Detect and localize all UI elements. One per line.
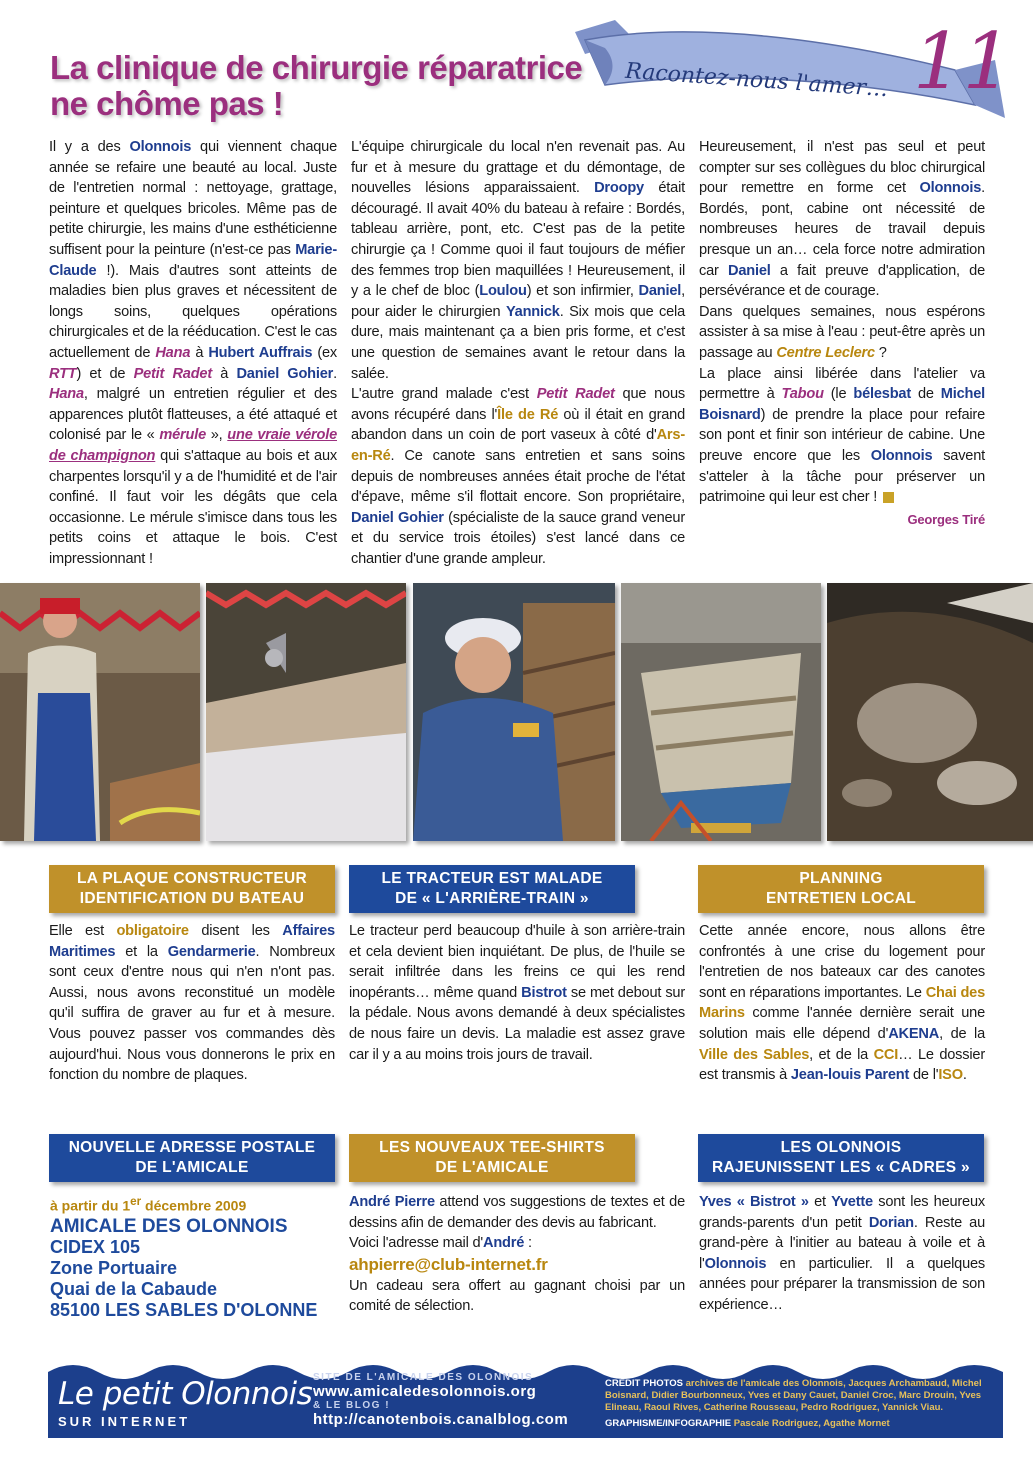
highlighted-name: Dorian [868, 1214, 914, 1231]
text-run: de [910, 386, 941, 403]
text-run: de l' [909, 1067, 939, 1084]
text-run: , pour aider le chirurgien [351, 283, 685, 320]
footer-site [313, 1372, 568, 1428]
highlighted-name: Chai des Marins [699, 984, 985, 1022]
highlighted-name: bélesbat [853, 386, 911, 403]
address-line: Quai de la Cabaude [50, 1278, 218, 1299]
tracteur-title-2: DE « L'ARRIÈRE-TRAIN » [395, 890, 589, 907]
photo-boat-hull [206, 583, 406, 841]
text-run: ) et de [76, 365, 134, 382]
text-run: L'autre grand malade c'est [351, 386, 537, 403]
highlighted-name: Tabou [781, 386, 824, 403]
highlighted-name: ISO [938, 1067, 963, 1084]
ribbon-text: Racontez-nous l'amer… [624, 58, 889, 103]
text-run: et [808, 1194, 832, 1210]
text-run: Voici l'adresse mail d' [349, 1235, 483, 1252]
footer-brand-sub: SUR INTERNET [58, 1414, 191, 1429]
highlighted-name: Olonnois [129, 139, 192, 155]
highlighted-name: Ville des Sables [699, 1046, 810, 1063]
text-run: , et de la [809, 1046, 874, 1063]
planning-box-header [698, 865, 984, 913]
adresse-title-1: NOUVELLE ADRESSE POSTALE [68, 1139, 316, 1156]
highlighted-name: Loulou [479, 283, 527, 300]
section-banner [575, 10, 1015, 120]
text-run: et la [115, 943, 168, 960]
text-run: La place ainsi libérée dans l'atelier va permettre à [699, 365, 985, 403]
text-run: que nous avons récupéré dans l' [351, 386, 685, 423]
highlighted-name: Hubert Auffrais [208, 344, 313, 361]
title-line-2: ne chôme pas ! [50, 85, 284, 122]
text-run: était découragé. Il avait 40% du bateau à refaire : Bordés, tableau arrière, pont, etc. C'est pas de la petite chirurgie ça ! Comme quoi il faut toujours de méfier des femmes trop bien maquillées ! Heureusement, il y a le chef de bloc ( [351, 180, 685, 300]
highlighted-name: Île de Ré [497, 406, 559, 423]
text-run: sont les heureux grands-parents d'un petit [699, 1194, 985, 1231]
highlighted-name: Yvette [831, 1194, 873, 1210]
text-run: , malgré un entretien régulier et des apparences plutôt flatteuses, a été attaqué et colonisé par le « [49, 386, 337, 444]
highlighted-name: Yannick [505, 303, 560, 320]
highlighted-name: AKENA [888, 1025, 940, 1042]
highlighted-name: RTT [49, 365, 77, 382]
text-run: disent les [188, 923, 283, 939]
site-url-link[interactable]: www.amicaledesolonnois.org [313, 1383, 537, 1400]
address-date: à partir du 1er décembre 2009 [50, 1195, 247, 1214]
text-run: !). Mais d'autres sont atteints de maladies bien plus graves et nécessitent de longs soins, quelques opérations chirurgicales et de la rééducation. C'est le cas actuellement de [49, 262, 337, 361]
planning-title-2: ENTRETIEN LOCAL [765, 890, 917, 907]
cadres-title-1: LES OLONNOIS [780, 1139, 902, 1156]
tracteur-box-body [349, 921, 685, 1065]
text-run: , de la [939, 1025, 985, 1042]
highlighted-name: Droopy [594, 180, 644, 197]
address-line: 85100 LES SABLES D'OLONNE [50, 1299, 318, 1320]
text-run: qui viennent chaque année se refaire une beauté au local. Juste de l'entretien normal : nettoyage, grattage, peinture et quelques bricoles. Même pas de petite chirurgie, les mains d'une esthéticienne suffisent pour la peinture (n'est-ce pas [49, 139, 337, 258]
text-run: ) de prendre la place pour refaire son pont et finir son intérieur de cabine. Une preuve encore que les [699, 406, 985, 464]
highlighted-name: Affaires Maritimes [49, 923, 335, 960]
highlighted-name: Petit Radet [133, 365, 212, 382]
highlighted-name: André Pierre [349, 1194, 435, 1210]
highlighted-name: Michel Boisnard [699, 386, 986, 423]
text-run: . Six mois que cela dure, mais maintenant ça a bien pris forme, et c'est une question de semaines avant le retour dans la salée. [351, 303, 685, 382]
cadres-box-header [698, 1134, 984, 1182]
text-run: attend vos suggestions de textes et de dessins afin de demander des devis au fabricant. [349, 1194, 686, 1231]
postal-address [50, 1195, 340, 1321]
text-run: à [212, 365, 237, 382]
photo-workshop-man [0, 583, 200, 841]
plaque-box-header [49, 865, 335, 913]
photo-man-sanding [413, 583, 615, 841]
article-column-1 [49, 137, 337, 569]
text-run: », [206, 427, 228, 444]
blog-url-link[interactable]: http://canotenbois.canalblog.com [313, 1411, 569, 1428]
highlighted-name: Daniel Gohier [236, 365, 334, 382]
text-run: . [962, 1067, 967, 1084]
address-line: CIDEX 105 [50, 1236, 141, 1257]
highlighted-name: Bistrot [521, 984, 567, 1001]
teeshirts-title-2: DE L'AMICALE [435, 1159, 549, 1176]
text-run: (le [823, 386, 854, 403]
highlighted-name: Yves « Bistrot » [699, 1194, 809, 1210]
photo-boat-stern [621, 583, 821, 841]
plaque-box-body [49, 921, 335, 1086]
plaque-title-1: LA PLAQUE CONSTRUCTEUR [77, 870, 307, 887]
text-run: . Ce canote sans entretien et sans soins depuis de nombreuses années était proche de l'état d'épave, même s'il flottait encore. Son propriétaire, [351, 447, 685, 506]
highlighted-name: CCI [873, 1046, 899, 1063]
text-run: ? [874, 344, 887, 361]
highlighted-name: Jean-louis Parent [790, 1067, 910, 1084]
plaque-title-2: IDENTIFICATION DU BATEAU [79, 890, 305, 907]
highlighted-name: André [483, 1235, 525, 1252]
site-label: SITE DE L'AMICALE DES OLONNOIS [313, 1372, 534, 1383]
teeshirts-text [349, 1192, 685, 1254]
highlighted-name: Olonnois [704, 1255, 767, 1272]
footer-brand: Le petit Olonnois [58, 1376, 313, 1412]
text-run: a fait preuve d'application, de persévérance et de courage. [699, 262, 985, 300]
teeshirts-title-1: LES NOUVEAUX TEE-SHIRTS [379, 1139, 605, 1156]
footer [48, 1358, 1003, 1438]
email-link[interactable]: ahpierre@club-internet.fr [349, 1254, 548, 1274]
author-signature: Georges Tiré [907, 511, 985, 527]
text-run: qui s'attaque au bois et aux charpentes lorsqu'il y a de l'humidité et de l'air confiné. Il faut voir les dégâts que cela occasionne. Le mérule s'imisce dans tous les petits coins et attaque le bois. C'est impressionnant ! [49, 447, 337, 567]
graphic-label: GRAPHISME/INFOGRAPHIE [605, 1418, 732, 1429]
text-run: Elle est [49, 923, 117, 939]
photo-strip [0, 583, 1033, 845]
credit-text: archives de l'amicale des Olonnois, Jacques Archambaud, Michel Boisnard, Didier Bourbonneux, Yves et Dany Cauet, Daniel Croc, Marc Drouin, Yves Elineau, Raoul Rives, Catherine Rousseau, Pedro Rodriguez, Yannick Viau. [605, 1378, 982, 1413]
tracteur-box-header [349, 865, 635, 913]
text-run: Heureusement, il n'est pas seul et peut compter sur ses collègues du bloc chirurgical pour remettre en forme cet [699, 139, 985, 197]
photo-rotten-wood [827, 583, 1033, 841]
text-run: en particulier. Il a quelques années pour préparer la transmission de son expérience… [699, 1255, 985, 1313]
text-run: Le tracteur perd beaucoup d'huile à son arrière-train et cela devient bien inquiétant. De plus, de l'huile se serait infiltrée dans les freins ce qui les rend inopérants… même quand [349, 923, 685, 1001]
highlighted-name: Petit Radet [536, 386, 615, 403]
end-mark-icon [883, 492, 894, 503]
text-run: où il était en grand abandon dans un coin de port vaseux à côté d' [351, 406, 685, 444]
article-column-3 [699, 137, 985, 530]
text-run: Cette année encore, nous allons être confrontés à une crise du logement pour l'entretien de nos bateaux car des canotes sont en réparations importantes. Le [699, 923, 985, 1001]
highlighted-name: mérule [159, 427, 206, 444]
article-column-3-body [699, 137, 985, 508]
text-run: savent s'atteler à la tâche pour préserver un patrimoine qui leur est cher ! [699, 447, 985, 506]
highlighted-name: Daniel Gohier [351, 509, 444, 526]
cadres-box-body [699, 1192, 985, 1316]
adresse-title-2: DE L'AMICALE [135, 1159, 249, 1176]
text-run: . Bordés, pont, cabine ont nécessité de nombreuses heures de travail depuis presque un an… cela force notre admiration car [699, 180, 985, 279]
blog-label: & LE BLOG ! [313, 1400, 391, 1411]
highlighted-name: Olonnois [870, 447, 933, 464]
text-run: Dans quelques semaines, nous espérons assister à sa mise à l'eau : peut-être après un passage au [699, 303, 985, 361]
text-run: comme l'année dernière serait une solution mais elle dépend d' [699, 1005, 985, 1042]
highlighted-name: Hana [49, 386, 84, 403]
address-line: Zone Portuaire [50, 1257, 178, 1278]
text-run: : [524, 1235, 532, 1252]
cadres-title-2: RAJEUNISSENT LES « CADRES » [712, 1159, 970, 1176]
planning-box-body [699, 921, 985, 1086]
footer-credits [605, 1378, 985, 1430]
text-run: L'équipe chirurgicale du local n'en revenait pas. Au fur et à mesure du grattage et du démontage, de nouvelles lésions apparaissaient. [351, 139, 685, 197]
credit-label: CRÉDIT PHOTOS [605, 1378, 683, 1389]
text-run: . Reste au grand-père à l'initier au bateau à voile et à l' [699, 1214, 986, 1272]
highlighted-name: Gendarmerie [167, 943, 256, 960]
text-run: (ex [312, 344, 337, 361]
text-run: Il y a des [49, 139, 130, 155]
highlighted-name: Ars-en-Ré [351, 427, 685, 464]
graphic-text: Pascale Rodriguez, Agathe Mornet [733, 1418, 890, 1429]
text-run: se met debout sur la pédale. Nous avons demandé à deux spécialistes de nous faire un devis. La maladie est assez grave car il y a au moins trois jours de travail. [349, 984, 685, 1063]
highlighted-name: une vraie vérole de champignon [49, 427, 338, 464]
title-line-1: La clinique de chirurgie réparatrice [50, 49, 583, 86]
article-column-2 [351, 137, 685, 569]
teeshirts-box-header [349, 1134, 635, 1182]
address-line: AMICALE DES OLONNOIS [50, 1215, 288, 1237]
teeshirts-text-2: Un cadeau sera offert au gagnant choisi par un comité de sélection. [349, 1277, 685, 1315]
page-number: 11 [913, 17, 1013, 107]
adresse-box-header [49, 1134, 335, 1182]
text-run: ) et son infirmier, [526, 283, 639, 300]
text-run: . [333, 365, 337, 382]
text-run: (spécialiste de la sauce grand veneur et du service trois étoiles) s'est lancé dans ce chantier d'une grande ampleur. [351, 509, 685, 567]
text-run: … Le dossier est transmis à [699, 1046, 985, 1084]
highlighted-name: Daniel [728, 262, 771, 279]
highlighted-name: Marie-Claude [49, 241, 337, 279]
highlighted-name: Daniel [638, 283, 682, 300]
highlighted-name: Hana [155, 344, 191, 361]
planning-title-1: PLANNING [799, 870, 883, 887]
tracteur-title-1: LE TRACTEUR EST MALADE [381, 870, 603, 887]
text-run: . Nombreux sont ceux d'entre nous qui n'en n'ont pas. Aussi, nous avons reconstitué un modèle qu'il suffira de graver au fur et à mesure. Vous pouvez passer vos commandes dès aujourd'hui. Nous vous donnerons le prix en fonction du nombre de plaques. [49, 943, 335, 1084]
highlighted-name: obligatoire [116, 923, 189, 939]
text-run: à [190, 344, 209, 361]
highlighted-name: Centre Leclerc [776, 344, 875, 361]
highlighted-name: Olonnois [919, 180, 982, 197]
page-title [50, 50, 610, 122]
teeshirts-box-body [349, 1192, 685, 1317]
